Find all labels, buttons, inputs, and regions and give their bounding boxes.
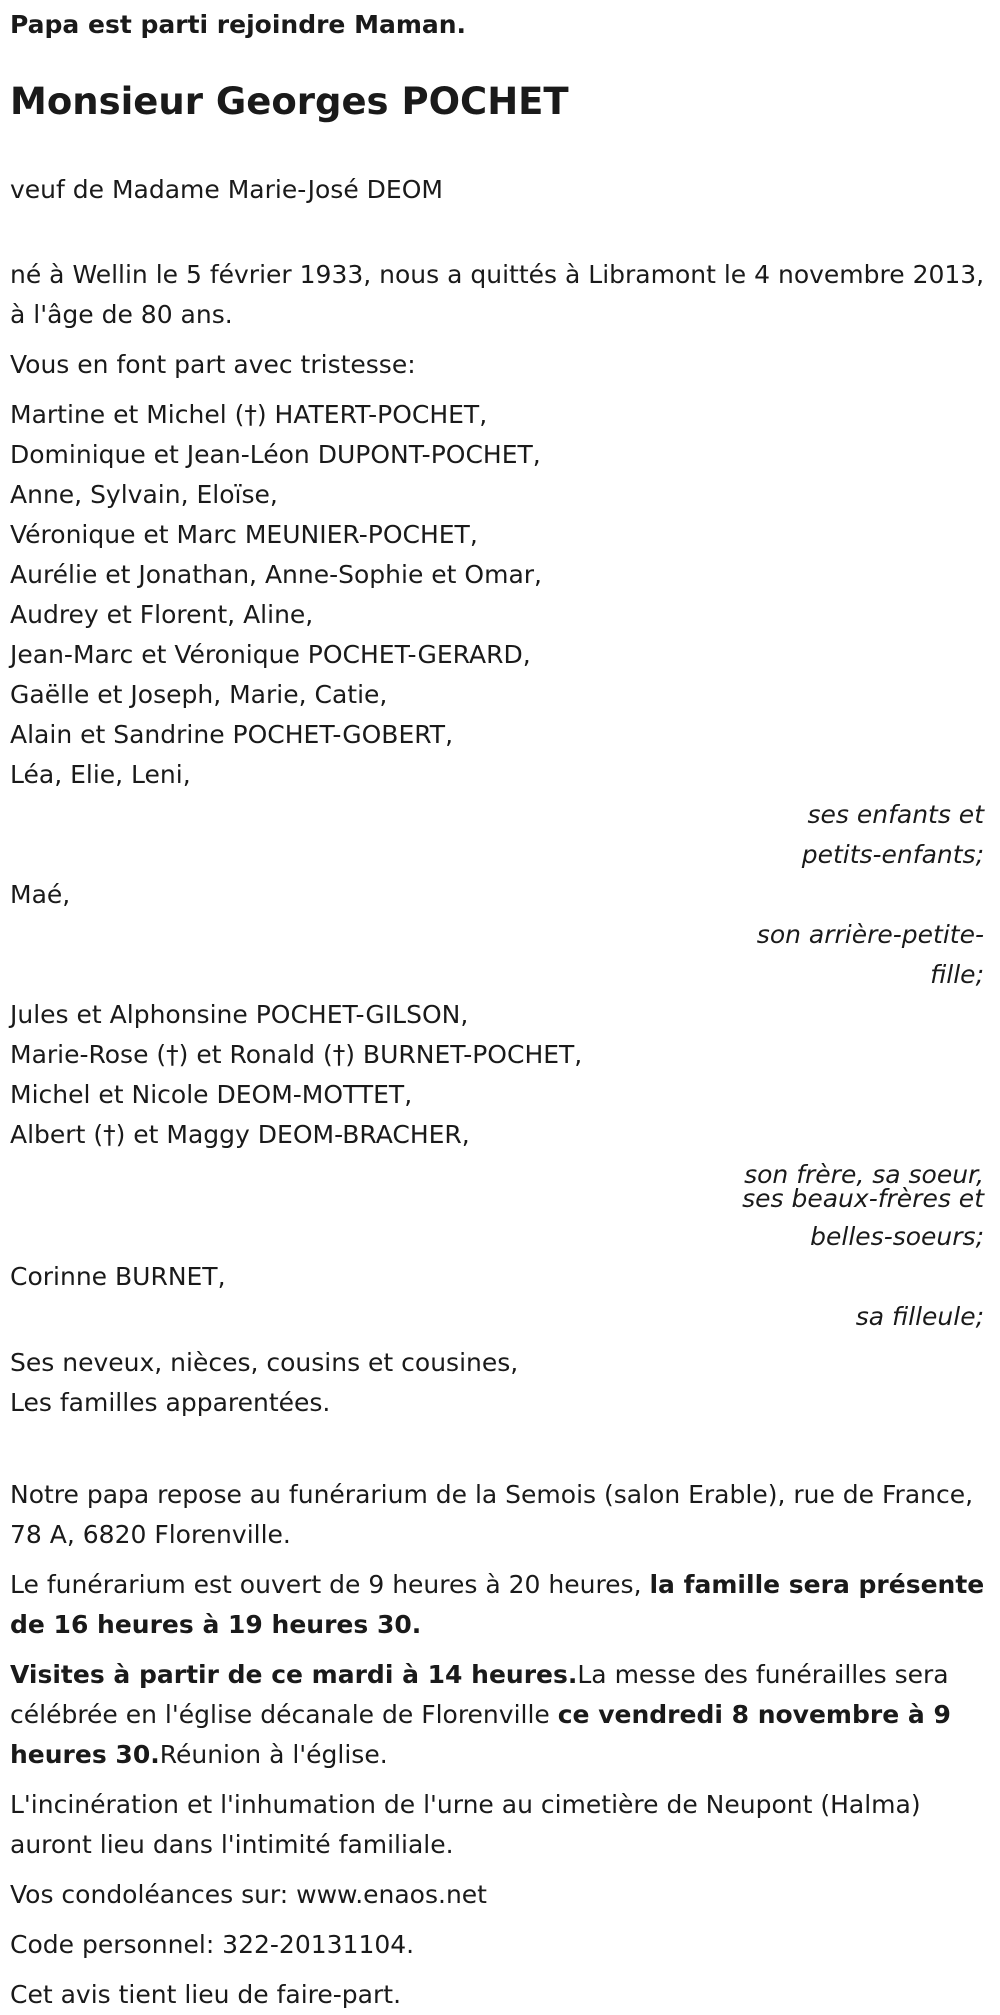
mass-text: La messe des funérailles sera célébrée en l'église décanale de Florenville (10, 1660, 949, 1729)
family-name-line: Alain et Sandrine POCHET-GOBERT, (10, 720, 454, 749)
relation-label: ses enfants et (807, 800, 984, 829)
widow-line: veuf de Madame Marie-José DEOM (10, 175, 443, 204)
family-name-line: Albert (†) et Maggy DEOM-BRACHER, (10, 1120, 470, 1149)
family-name-line: Jean-Marc et Véronique POCHET-GERARD, (10, 640, 531, 669)
family-group-great-grandchild (10, 875, 990, 995)
intro-line: Papa est parti rejoindre Maman. (10, 10, 467, 39)
family-name-line: Gaëlle et Joseph, Marie, Catie, (10, 680, 388, 709)
relation-label: fille; (930, 960, 984, 989)
extended-family-line: Ses neveux, nièces, cousins et cousines, (10, 1348, 519, 1377)
visits-text: Visites à partir de ce mardi à 14 heures. (10, 1660, 578, 1689)
birth-text: né à Wellin le 5 février 1933, nous a quittés à Libramont le 4 novembre 2013, à l'âge de 80 ans. (10, 260, 985, 329)
extended-family-line: Les familles apparentées. (10, 1388, 331, 1417)
relation-label: son frère, sa soeur, (744, 1160, 984, 1189)
family-name-line: Audrey et Florent, Aline, (10, 600, 314, 629)
obituary-notice (0, 5, 1000, 2009)
family-group-children (10, 395, 990, 875)
relation-label: belles-soeurs; (810, 1222, 984, 1251)
hours-text: Le funérarium est ouvert de 9 heures à 20 heures, (10, 1570, 650, 1599)
family-name-line: Anne, Sylvain, Eloïse, (10, 480, 278, 509)
meeting-text: Réunion à l'église. (159, 1740, 388, 1769)
extended-family (10, 1343, 990, 1423)
family-name-line: Aurélie et Jonathan, Anne-Sophie et Omar, (10, 560, 542, 589)
family-name-line: Maé, (10, 880, 71, 909)
funerarium-location: Notre papa repose au funérarium de la Semois (salon Erable), rue de France, 78 A, 6820 Florenville. (10, 1480, 974, 1549)
cremation-text: L'incinération et l'inhumation de l'urne au cimetière de Neupont (Halma) auront lieu dans l'intimité familiale. (10, 1790, 921, 1859)
personal-code-line: Code personnel: 322-20131104. (10, 1930, 415, 1959)
family-name-line: Dominique et Jean-Léon DUPONT-POCHET, (10, 440, 541, 469)
family-name-line: Martine et Michel (†) HATERT-POCHET, (10, 400, 488, 429)
family-name-line: Corinne BURNET, (10, 1262, 226, 1291)
relation-label: son arrière-petite- (756, 920, 984, 949)
deceased-name: Monsieur Georges POCHET (10, 80, 569, 123)
condolences-line: Vos condoléances sur: www.enaos.net (10, 1880, 487, 1909)
family-presence-text: la famille sera présente de 16 heures à 19 heures 30. (10, 1570, 985, 1639)
family-name-line: Marie-Rose (†) et Ronald (†) BURNET-POCHET, (10, 1040, 583, 1069)
family-name-line: Michel et Nicole DEOM-MOTTET, (10, 1080, 413, 1109)
family-name-line: Jules et Alphonsine POCHET-GILSON, (10, 1000, 469, 1029)
relation-label: sa filleule; (855, 1302, 984, 1331)
family-group-goddaughter (10, 1257, 990, 1337)
family-name-line: Léa, Elie, Leni, (10, 760, 191, 789)
relation-label: ses beaux-frères et (742, 1184, 984, 1213)
mass-date-text: ce vendredi 8 novembre à 9 heures 30. (10, 1700, 951, 1769)
family-group-siblings (10, 995, 990, 1257)
closing-line: Cet avis tient lieu de faire-part. (10, 1980, 402, 2009)
mass-info (10, 1655, 990, 1775)
funerarium-hours (10, 1565, 990, 1645)
announce-line: Vous en font part avec tristesse: (10, 350, 416, 379)
family-name-line: Véronique et Marc MEUNIER-POCHET, (10, 520, 478, 549)
relation-label: petits-enfants; (801, 840, 984, 869)
